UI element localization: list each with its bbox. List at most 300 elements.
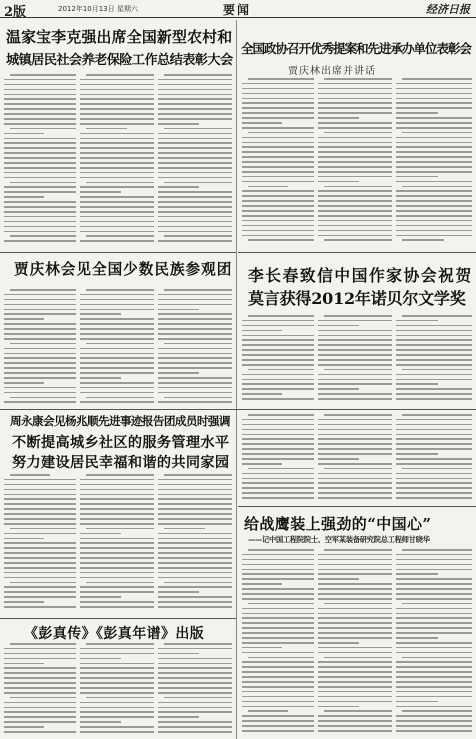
text-column [318, 549, 392, 737]
text-line [80, 147, 154, 149]
text-line [396, 613, 472, 615]
text-line [158, 240, 232, 242]
text-line [80, 716, 154, 718]
text-line [242, 554, 314, 556]
text-line [158, 294, 232, 296]
text-line [80, 596, 121, 598]
text-column [318, 78, 392, 248]
text-line [86, 74, 154, 76]
text-line [318, 627, 392, 629]
text-line [158, 157, 232, 159]
text-line [158, 177, 232, 179]
article-2 [238, 18, 476, 252]
text-line [80, 231, 154, 233]
text-line [324, 549, 392, 551]
text-line [4, 377, 76, 379]
text-line [242, 230, 314, 232]
text-line [396, 93, 472, 95]
text-line [158, 211, 232, 213]
text-line [396, 569, 472, 571]
text-line [318, 349, 392, 351]
text-line [318, 661, 392, 663]
text-line [396, 453, 438, 455]
text-line [396, 383, 438, 385]
text-line [396, 617, 472, 619]
text-line [4, 191, 76, 193]
text-line [4, 572, 76, 574]
text-line [4, 172, 76, 174]
text-line [80, 186, 154, 188]
article-1 [0, 18, 236, 252]
text-line [396, 137, 472, 139]
text-line [4, 489, 76, 491]
text-line [324, 239, 392, 241]
text-line [158, 147, 232, 149]
text-line [396, 647, 472, 649]
text-line [10, 643, 76, 645]
text-line [318, 107, 392, 109]
text-line [324, 710, 392, 712]
text-line [402, 239, 444, 241]
text-line [80, 94, 154, 96]
text-line [396, 215, 472, 217]
text-line [318, 637, 392, 639]
text-line [242, 388, 314, 390]
text-line [396, 354, 472, 356]
text-line [80, 123, 154, 125]
text-line [158, 672, 232, 674]
text-line [318, 666, 392, 668]
text-line [396, 419, 472, 421]
text-line [158, 726, 232, 728]
text-line [80, 533, 121, 535]
text-line [4, 707, 76, 709]
text-line [158, 323, 232, 325]
text-line [80, 313, 121, 315]
text-line [396, 142, 472, 144]
text-line [396, 627, 472, 629]
text-line [80, 196, 154, 198]
text-line [318, 215, 392, 217]
text-line [4, 648, 76, 650]
text-line [86, 343, 154, 345]
text-line [4, 357, 76, 359]
text-line [396, 98, 472, 100]
text-line [158, 494, 232, 496]
text-line [318, 359, 392, 361]
text-line [242, 325, 314, 327]
section-title: 要闻 [223, 3, 252, 17]
text-line [10, 128, 76, 130]
text-line [318, 335, 392, 337]
text-line [158, 591, 199, 593]
text-line [80, 721, 121, 723]
text-line [242, 487, 314, 489]
text-line [324, 414, 392, 416]
text-line [158, 542, 232, 544]
text-line [158, 523, 232, 525]
text-line [318, 398, 392, 400]
text-line [4, 79, 76, 81]
text-line [318, 166, 392, 168]
text-line [242, 443, 314, 445]
text-line [318, 578, 359, 580]
text-line [318, 647, 392, 649]
text-line [242, 349, 314, 351]
text-line [242, 676, 314, 678]
text-line [158, 667, 232, 669]
text-line [80, 484, 154, 486]
article-5 [0, 410, 236, 618]
text-line [4, 538, 44, 540]
text-line [318, 617, 392, 619]
headline-line-2: 城镇居民社会养老保险工作总结表彰大会 [6, 53, 233, 68]
text-column [318, 414, 392, 504]
text-line [396, 225, 472, 227]
text-line [80, 142, 154, 144]
text-line [402, 549, 472, 551]
text-line [242, 492, 314, 494]
text-line [164, 182, 232, 184]
text-line [10, 397, 76, 399]
text-line [396, 335, 472, 337]
text-line [396, 166, 472, 168]
text-line [324, 369, 392, 371]
text-line [86, 235, 154, 237]
text-line [242, 725, 314, 727]
text-line [158, 508, 232, 510]
text-line [396, 578, 472, 580]
text-line [4, 498, 76, 500]
text-line [4, 338, 76, 340]
text-line [80, 348, 154, 350]
text-line [158, 103, 232, 105]
text-line [318, 725, 392, 727]
text-line [80, 479, 154, 481]
text-line [4, 177, 76, 179]
text-line [4, 89, 76, 91]
text-line [242, 320, 314, 322]
text-line [318, 598, 392, 600]
text-line [318, 696, 392, 698]
headline: 贾庆林会见全国少数民族参观团 [14, 261, 233, 278]
text-line [80, 562, 154, 564]
text-line [158, 538, 232, 540]
text-line [158, 372, 199, 374]
text-line [242, 681, 314, 683]
text-line [80, 377, 121, 379]
text-line [318, 676, 392, 678]
text-line [86, 643, 154, 645]
text-line [80, 103, 154, 105]
article-6 [238, 507, 476, 739]
text-line [80, 206, 154, 208]
text-line [80, 667, 154, 669]
text-line [80, 89, 154, 91]
text-line [4, 513, 76, 515]
text-line [318, 559, 392, 561]
text-line [396, 661, 472, 663]
text-line [396, 448, 472, 450]
text-line [158, 702, 232, 704]
text-line [242, 161, 314, 163]
text-line [80, 392, 154, 394]
text-line [396, 622, 472, 624]
text-line [318, 142, 392, 144]
text-line [242, 608, 314, 610]
text-line [4, 577, 76, 579]
text-line [396, 632, 472, 634]
text-line [396, 554, 472, 556]
text-line [158, 357, 232, 359]
text-line [242, 473, 314, 475]
text-line [318, 434, 392, 436]
text-line [80, 498, 154, 500]
text-line [158, 226, 232, 228]
text-line [4, 518, 76, 520]
text-line [80, 542, 154, 544]
text-line [10, 582, 76, 584]
text-line [4, 382, 44, 384]
text-line [242, 176, 314, 178]
text-line [396, 171, 472, 173]
text-line [318, 117, 359, 119]
text-line [158, 84, 232, 86]
article-4-continued [238, 410, 476, 506]
text-line [396, 608, 472, 610]
column-divider [236, 20, 237, 252]
text-line [4, 167, 76, 169]
text-line [242, 564, 314, 566]
text-column [80, 74, 154, 248]
text-line [158, 142, 232, 144]
text-column [242, 414, 314, 504]
text-line [4, 677, 76, 679]
text-line [80, 328, 154, 330]
text-line [80, 133, 154, 135]
text-line [402, 132, 472, 134]
text-line [318, 393, 392, 395]
text-line [396, 176, 438, 178]
text-column [158, 643, 232, 737]
text-line [396, 497, 472, 499]
text-line [396, 559, 472, 561]
text-line [318, 492, 392, 494]
text-line [80, 309, 154, 311]
text-line [318, 593, 392, 595]
text-line [4, 240, 76, 242]
headline-line-3: 努力建设居民幸福和谐的共同家园 [12, 455, 230, 471]
text-line [4, 196, 44, 198]
text-line [318, 156, 392, 158]
headline: 给战鹰装上强劲的“中国心” [244, 515, 432, 533]
text-line [158, 98, 232, 100]
text-line [318, 161, 392, 163]
text-line [242, 588, 314, 590]
text-line [402, 78, 472, 80]
text-line [80, 362, 154, 364]
text-line [318, 564, 392, 566]
text-line [242, 666, 314, 668]
text-line [318, 374, 392, 376]
text-line [158, 162, 232, 164]
text-line [318, 210, 392, 212]
text-line [80, 216, 154, 218]
text-line [242, 720, 314, 722]
text-line [158, 309, 199, 311]
text-line [396, 478, 472, 480]
text-line [396, 146, 472, 148]
text-line [318, 720, 392, 722]
text-line [318, 137, 392, 139]
text-line [248, 239, 314, 241]
text-line [80, 586, 154, 588]
text-column [158, 474, 232, 614]
text-line [402, 468, 472, 470]
text-line [396, 720, 472, 722]
text-line [396, 434, 472, 436]
text-line [242, 205, 314, 207]
text-line [4, 328, 76, 330]
text-line [402, 186, 472, 188]
text-line [396, 671, 472, 673]
text-line [4, 542, 76, 544]
text-line [4, 523, 76, 525]
text-line [396, 102, 472, 104]
text-line [318, 320, 392, 322]
text-line [80, 577, 154, 579]
text-line [242, 613, 314, 615]
text-line [242, 330, 282, 332]
text-line [242, 701, 314, 703]
text-line [4, 84, 76, 86]
text-line [318, 230, 392, 232]
text-line [164, 128, 232, 130]
text-line [4, 687, 76, 689]
text-line [164, 289, 232, 291]
text-line [4, 362, 76, 364]
text-column [158, 289, 232, 407]
text-line [80, 557, 154, 559]
text-line [80, 372, 154, 374]
text-line [4, 147, 76, 149]
text-line [80, 387, 154, 389]
text-line [80, 367, 154, 369]
text-line [242, 632, 314, 634]
text-column [80, 643, 154, 737]
text-line [248, 710, 288, 712]
text-line [10, 474, 50, 476]
text-line [80, 687, 154, 689]
text-line [396, 424, 472, 426]
text-line [318, 112, 392, 114]
text-line [318, 583, 392, 585]
text-line [396, 593, 472, 595]
text-line [80, 157, 154, 159]
text-line [396, 200, 472, 202]
text-line [242, 671, 314, 673]
newspaper-logo: 经济日报 [426, 3, 470, 16]
text-line [80, 333, 154, 335]
text-line [80, 152, 154, 154]
text-line [4, 567, 76, 569]
text-line [86, 582, 154, 584]
text-line [80, 191, 121, 193]
text-line [80, 118, 154, 120]
text-line [242, 458, 314, 460]
text-line [248, 315, 314, 317]
text-line [396, 235, 472, 237]
text-line [242, 83, 314, 85]
text-line [80, 677, 154, 679]
text-line [318, 419, 392, 421]
text-line [4, 596, 76, 598]
headline-line-1: 周永康会见杨兆顺先进事迹报告团成员时强调 [10, 414, 230, 428]
text-line [318, 383, 392, 385]
text-line [242, 730, 314, 732]
text-line [242, 691, 314, 693]
text-line [158, 367, 232, 369]
text-line [158, 648, 232, 650]
text-line [80, 201, 154, 203]
text-line [158, 348, 232, 350]
text-line [396, 181, 472, 183]
text-line [396, 393, 472, 395]
text-line [318, 671, 392, 673]
text-line [164, 235, 232, 237]
text-line [242, 622, 314, 624]
text-line [158, 387, 232, 389]
text-line [242, 637, 314, 639]
text-line [4, 304, 76, 306]
text-line [396, 487, 472, 489]
text-line [86, 182, 154, 184]
text-line [318, 613, 392, 615]
text-line [164, 697, 232, 699]
text-line [4, 318, 44, 320]
text-line [80, 658, 121, 660]
text-column [4, 474, 76, 614]
text-line [324, 186, 392, 188]
text-line [402, 710, 472, 712]
text-line [80, 707, 154, 709]
text-line [158, 221, 232, 223]
masthead [0, 0, 476, 18]
text-line [4, 591, 76, 593]
text-line [396, 696, 472, 698]
text-line [242, 107, 314, 109]
text-line [318, 102, 392, 104]
text-line [242, 200, 314, 202]
text-line [242, 171, 314, 173]
text-line [242, 98, 314, 100]
text-line [318, 715, 392, 717]
text-line [158, 216, 232, 218]
text-line [80, 318, 154, 320]
text-line [318, 344, 392, 346]
text-line [158, 118, 232, 120]
text-line [324, 657, 392, 659]
text-line [242, 419, 314, 421]
text-column [158, 74, 232, 248]
text-line [4, 323, 76, 325]
headline-line-2: 不断提高城乡社区的服务管理水平 [12, 435, 230, 451]
text-line [158, 328, 232, 330]
text-line [396, 598, 472, 600]
text-line [318, 686, 392, 688]
headline: 《彭真传》《彭真年谱》出版 [24, 626, 205, 642]
text-line [396, 190, 472, 192]
